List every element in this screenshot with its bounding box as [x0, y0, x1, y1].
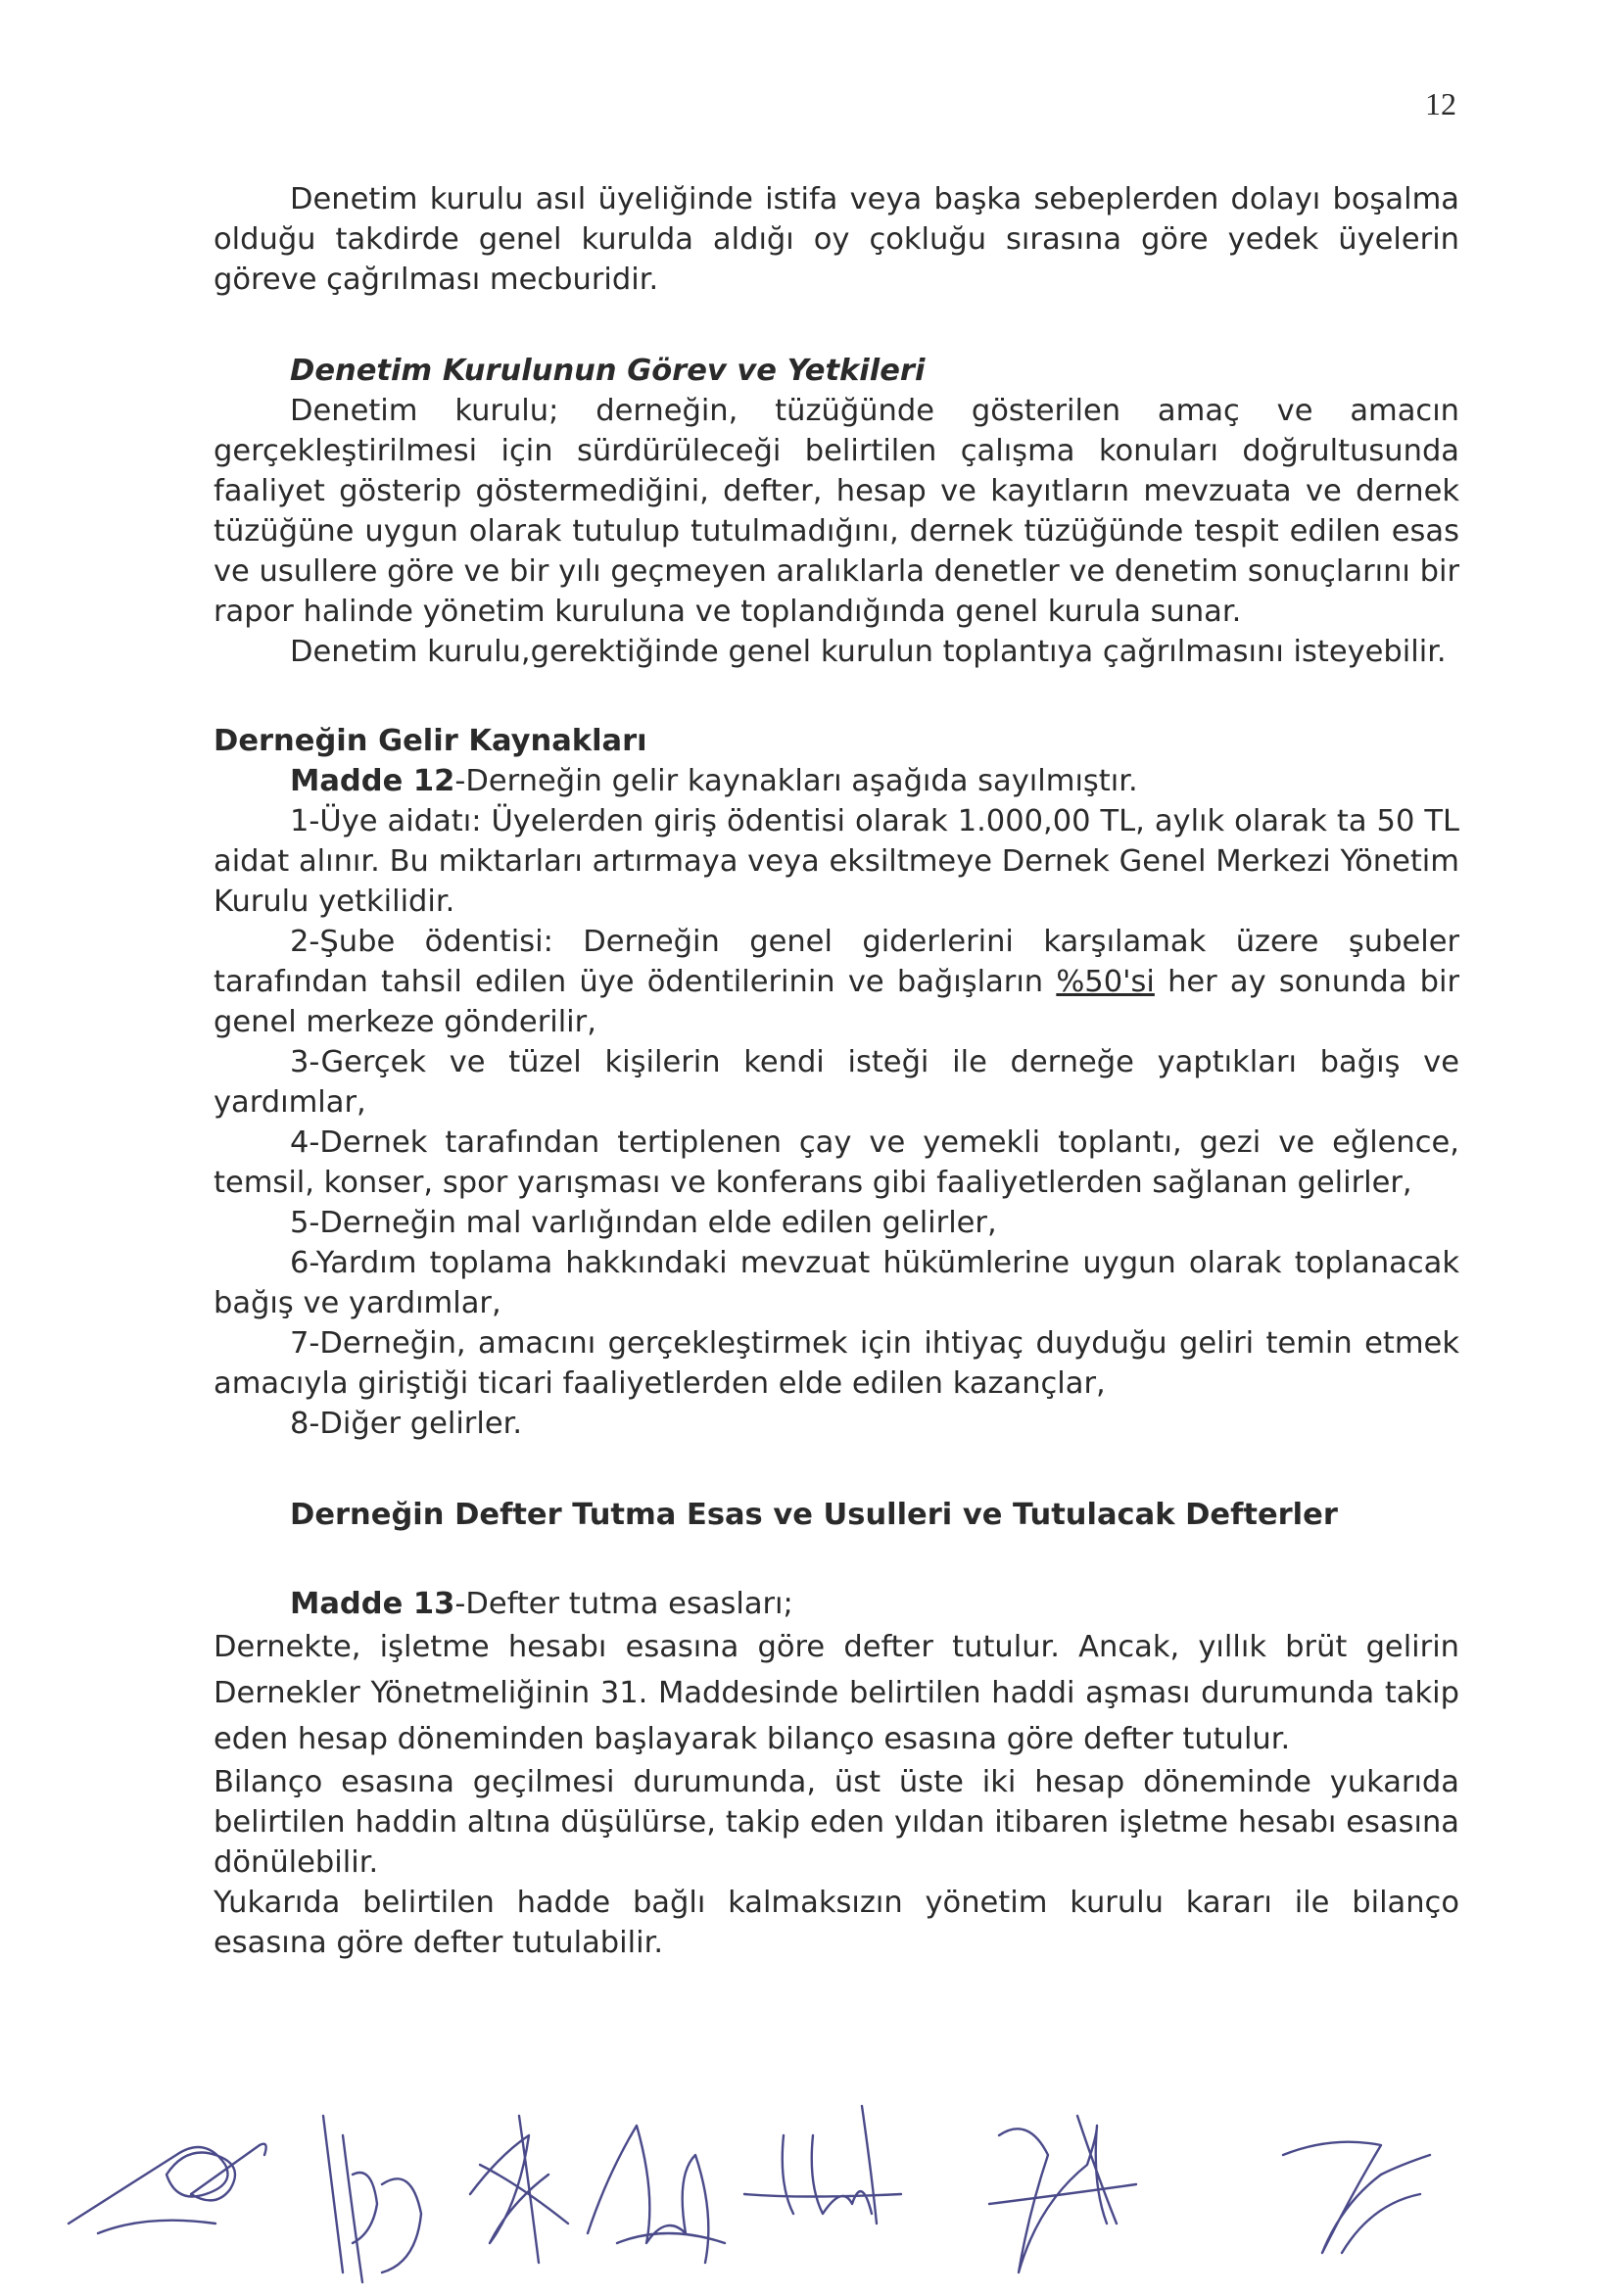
- signature-5: [744, 2106, 901, 2224]
- income-item-6: 6-Yardım toplama hakkındaki mevzuat hükümlerine uygun olarak toplanacak bağış ve yardımlar,: [214, 1246, 1459, 1320]
- paragraph-audit-duties: Denetim kurulu; derneğin, tüzüğünde gösterilen amaç ve amacın gerçekleştirilmesi için sürdürüleceği belirtilen çalışma konuları doğrultusunda faaliyet gösterip göstermediğini, defter, hesap ve kayıtların mevzuata ve dernek tüzüğüne uygun olarak tutulup tutulmadığını, dernek tüzüğünde tespit edilen esas ve usullere göre ve bir yılı geçmeyen aralıklarla denetler ve denetim sonuçlarını bir rapor halinde yönetim kuruluna ve toplandığında genel kurula sunar.: [214, 394, 1459, 629]
- income-item-2-percentage: %50'si: [1056, 965, 1155, 999]
- heading-income-sources: Derneğin Gelir Kaynakları: [214, 724, 647, 758]
- signatures-drawing: [59, 2077, 1489, 2292]
- paragraph-audit-vacancy: Denetim kurulu asıl üyeliğinde istifa veya başka sebeplerden dolayı boşalma olduğu takdirde genel kurulda aldığı oy çokluğu sırasına göre yedek üyelerin göreve çağrılması mecburidir.: [214, 182, 1459, 297]
- article-12-intro: [214, 761, 1459, 801]
- signature-1: [69, 2144, 266, 2233]
- article-12-label: Madde 12: [290, 764, 455, 798]
- signature-2: [323, 2116, 421, 2282]
- paragraph-audit-general-assembly: Denetim kurulu,gerektiğinde genel kurulun toplantıya çağrılmasını isteyebilir.: [290, 635, 1447, 669]
- document-body: [214, 179, 1459, 1963]
- article-12-text: -Derneğin gelir kaynakları aşağıda sayılmıştır.: [454, 764, 1138, 798]
- signature-row: [59, 2077, 1489, 2292]
- signature-6: [989, 2116, 1136, 2272]
- income-item-2-part-b: her ay sonunda bir genel merkeze gönderilir,: [214, 965, 1459, 1039]
- income-item-7: 7-Derneğin, amacını gerçekleştirmek için ihtiyaç duyduğu geliri temin etmek amacıyla giriştiği ticari faaliyetlerden elde edilen kazançlar,: [214, 1326, 1459, 1401]
- heading-bookkeeping: Derneğin Defter Tutma Esas ve Usulleri ve Tutulacak Defterler: [290, 1498, 1338, 1532]
- income-item-5: 5-Derneğin mal varlığından elde edilen gelirler,: [290, 1206, 997, 1240]
- income-item-3: 3-Gerçek ve tüzel kişilerin kendi isteği ile derneğe yaptıkları bağış ve yardımlar,: [214, 1045, 1459, 1120]
- heading-audit-duties: Denetim Kurulunun Görev ve Yetkileri: [290, 354, 926, 388]
- income-item-2: [214, 922, 1459, 1042]
- signature-3: [470, 2116, 568, 2263]
- signature-4: [588, 2126, 725, 2263]
- article-13-text: -Defter tutma esasları;: [454, 1587, 793, 1621]
- paragraph-balance-sheet-switch: Bilanço esasına geçilmesi durumunda, üst üste iki hesap döneminde yukarıda belirtilen haddin altına düşülürse, takip eden yıldan itibaren işletme hesabı esasına dönülebilir.: [214, 1765, 1459, 1880]
- article-13-label: Madde 13: [290, 1587, 455, 1621]
- paragraph-board-decision: Yukarıda belirtilen hadde bağlı kalmaksızın yönetim kurulu kararı ile bilanço esasına göre defter tutulabilir.: [214, 1886, 1459, 1960]
- paragraph-bookkeeping-basis: Dernekte, işletme hesabı esasına göre defter tutulur. Ancak, yıllık brüt gelirin Dernekler Yönetmeliğinin 31. Maddesinde belirtilen haddi aşması durumunda takip eden hesap döneminden başlayarak bilanço esasına göre defter tutulur.: [214, 1630, 1459, 1756]
- income-item-1: 1-Üye aidatı: Üyelerden giriş ödentisi olarak 1.000,00 TL, aylık olarak ta 50 TL aidat alınır. Bu miktarları artırmaya veya eksiltmeye Dernek Genel Merkezi Yönetim Kurulu yetkilidir.: [214, 804, 1459, 919]
- income-item-2-part-a: 2-Şube ödentisi: Derneğin genel giderlerini karşılamak üzere şubeler tarafından tahsil edilen üye ödentilerinin ve bağışların: [214, 925, 1459, 999]
- page-number: 12: [1425, 86, 1456, 121]
- signature-7: [1283, 2142, 1430, 2253]
- article-13-intro: [214, 1584, 1459, 1624]
- income-item-8: 8-Diğer gelirler.: [290, 1407, 523, 1441]
- income-item-4: 4-Dernek tarafından tertiplenen çay ve yemekli toplantı, gezi ve eğlence, temsil, konser, spor yarışması ve konferans gibi faaliyetlerden sağlanan gelirler,: [214, 1125, 1459, 1200]
